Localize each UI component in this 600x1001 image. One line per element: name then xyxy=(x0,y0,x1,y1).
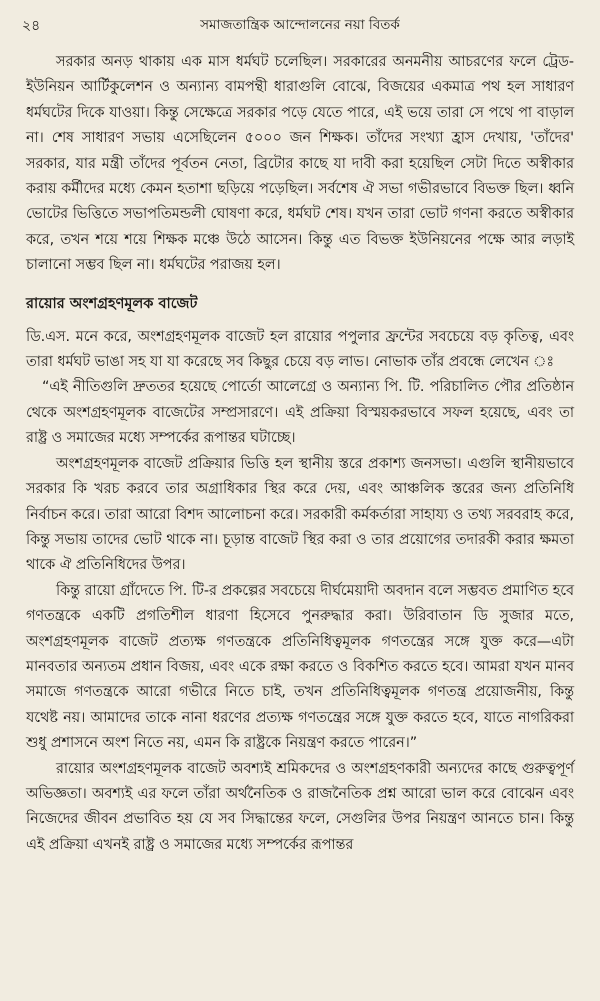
section-heading: রায়োর অংশগ্রহণমূলক বাজেট xyxy=(26,295,198,312)
quote-opening: “এই নীতিগুলি দ্রুততর হয়েছে পোর্তো আলেগ্রে ও অন্যান্য পি. টি. পরিচালিত পৌর প্রতিষ্ঠান থেকে অংশগ্রহণমূলক বাজেটের সম্প্রসারণে। এই প্রক্রিয়া বিস্ময়করভাবে সফল হয়েছে, এবং তা রাষ্ট্র ও সমাজের মধ্যে সম্পর্কের রূপান্তর ঘটাচ্ছে। xyxy=(26,379,574,447)
paragraph-budget-process: অংশগ্রহণমূলক বাজেট প্রক্রিয়ার ভিত্তি হল স্থানীয় স্তরে প্রকাশ্য জনসভা। এগুলি স্থানীয়ভাবে সরকার কি খরচ করবে তার অগ্রাধিকার স্থির করে দেয়, এবং আঞ্চলিক স্তরের জন্য প্রতিনিধি নির্বাচন করে। তারা আরো বিশদ আলোচনা করে। সরকারী কর্মকর্তারা সাহায্য ও তথ্য সরবরাহ করে, কিন্তু সভায় তাদের ভোট থাকে না। চূড়ান্ত বাজেট স্থির করা ও তার প্রয়োগের তদারকী করার ক্ষমতা থাকে ঐ প্রতিনিধিদের উপর। xyxy=(26,455,574,574)
page-body xyxy=(26,50,574,858)
running-title: সমাজতান্ত্রিক আন্দোলনের নয়া বিতর্ক xyxy=(200,17,400,33)
paragraph-experience: রায়োর অংশগ্রহণমূলক বাজেট অবশ্যই শ্রমিকদের ও অংশগ্রহণকারী অন্যদের কাছে গুরুত্বপূর্ণ অভিজ্ঞতা। অবশ্যই এর ফলে তাঁরা অর্থনৈতিক ও রাজনৈতিক প্রশ্ন আরো ভাল করে বোঝেন এবং নিজেদের জীবন প্রভাবিত হয় যে সব সিদ্ধান্তের ফলে, সেগুলির উপর নিয়ন্ত্রণ আনতে চান। কিন্তু এই প্রক্রিয়া এখনই রাষ্ট্র ও সমাজের মধ্যে সম্পর্কের রূপান্তর xyxy=(26,760,574,853)
paragraph-ds-view: ডি.এস. মনে করে, অংশগ্রহণমূলক বাজেট হল রায়োর পপুলার ফ্রন্টের সবচেয়ে বড় কৃতিত্ব, এবং তারা ধর্মঘট ভাঙা সহ যা যা করেছে সব কিছুর চেয়ে বড় লাভ। নোভাক তাঁর প্রবন্ধে লেখেন ঃ xyxy=(26,328,574,371)
paragraph-democracy: কিন্তু রায়ো গ্রাঁদেতে পি. টি-র প্রকল্পের সবচেয়ে দীর্ঘমেয়াদী অবদান বলে সম্ভবত প্রমাণিত হবে গণতন্ত্রকে একটি প্রগতিশীল ধারণা হিসেবে পুনরুদ্ধার করা। উরিবাতান ডি সুজার মতে, অংশগ্রহণমূলক বাজেট প্রত্যক্ষ গণতন্ত্রকে প্রতিনিধিত্বমূলক গণতন্ত্রের সঙ্গে যুক্ত করে—এটা মানবতার অন্যতম প্রধান বিজয়, এবং একে রক্ষা করতে ও বিকশিত করতে হবে। আমরা যখন মানব সমাজে গণতন্ত্রকে আরো গভীরে নিতে চাই, তখন প্রতিনিধিত্বমূলক গণতন্ত্র প্রয়োজনীয়, কিন্তু যথেষ্ট নয়। আমাদের তাকে নানা ধরণের প্রত্যক্ষ গণতন্ত্রের সঙ্গে যুক্ত করতে হবে, যাতে নাগরিকরা শুধু প্রশাসনে অংশ নিতে নয়, এমন কি রাষ্ট্রকে নিয়ন্ত্রণ করতে পারেন।” xyxy=(26,582,574,752)
paragraph-strike: সরকার অনড় থাকায় এক মাস ধর্মঘট চলেছিল। সরকারের অনমনীয় আচরণের ফলে ট্রেড-ইউনিয়ন আর্টিকুলেশন ও অন্যান্য বামপন্থী ধারাগুলি বোঝে, বিজয়ের একমাত্র পথ হল সাধারণ ধর্মঘটের দিকে যাওয়া। কিন্তু সেক্ষেত্রে সরকার পড়ে যেতে পারে, এই ভয়ে তারা সে পথে পা বাড়াল না। শেষ সাধারণ সভায় এসেছিলেন ৫০০০ জন শিক্ষক। তাঁদের সংখ্যা হ্রাস দেখায়, 'তাঁদের' সরকার, যার মন্ত্রী তাঁদের পূর্বতন নেতা, ব্রিটোর কাছে যা দাবী করা হয়েছিল সেটা দিতে অস্বীকার করায় কর্মীদের মধ্যে কেমন হতাশা ছড়িয়ে পড়েছিল। সর্বশেষ ঐ সভা গভীরভাবে বিভক্ত ছিল। ধ্বনি ভোটের ভিত্তিতে সভাপতিমন্ডলী ঘোষণা করে, ধর্মঘট শেষ। যখন তারা ভোট গণনা করতে অস্বীকার করে, তখন শয়ে শয়ে শিক্ষক মঞ্চে উঠে আসেন। কিন্তু এত বিভক্ত ইউনিয়নের পক্ষে আর লড়াই চালানো সম্ভব ছিল না। ধর্মঘটের পরাজয় হল। xyxy=(26,54,574,274)
page-number: ২৪ xyxy=(22,18,41,34)
page-header xyxy=(22,10,578,38)
